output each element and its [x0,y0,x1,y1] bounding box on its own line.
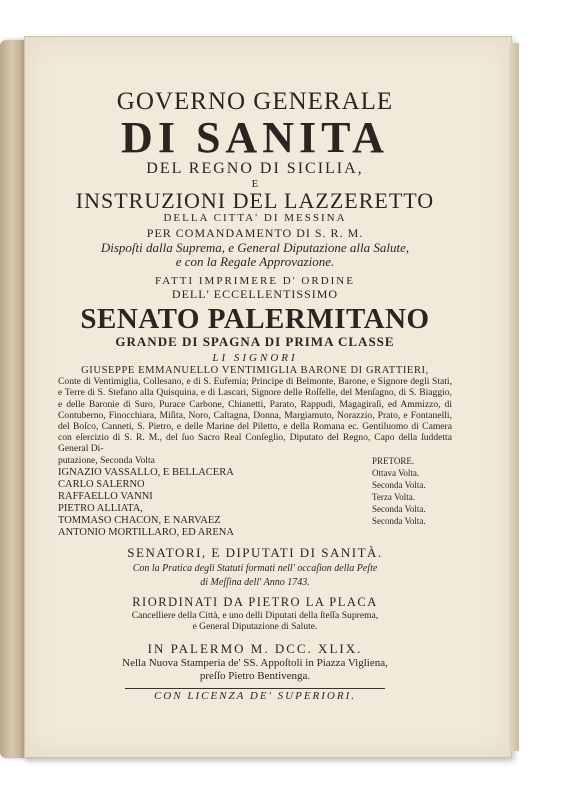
title-page-text [58,84,452,702]
pretore-name: GIUSEPPE EMMANUELLO VENTIMIGLIA BARONE DI GRATTIERI, [81,365,429,376]
heading-regno: DEL REGNO DI SICILIA, [146,160,364,177]
heading-messina: DELLA CITTA' DI MESSINA [163,212,347,224]
imprint-bentivenga: preſſo Pietro Bentivenga. [199,669,311,682]
body-paragraph [58,365,452,455]
anno-line: di Meſſina dell' Anno 1743. [200,576,310,588]
pratica-line: Con la Pratica degli Statuti formati nell' occaſion della Peſte [132,562,378,574]
riordinati-line: RIORDINATI DA PIETRO LA PLACA [132,594,378,609]
senator-row: TOMMASO CHACON, E NARVAEZ Seconda Volta. [58,514,426,526]
imprint-printer: Nella Nuova Stamperia de' SS. Appoſtoli in Piazza Vigliena, [122,656,388,669]
senatori-line: SENATORI, E DIPUTATI DI SANITÀ. [127,544,383,560]
senator-row: RAFFAELLO VANNI Terza Volta. [58,490,416,502]
cancelliere-line: Cancelliere della Città, e uno delli Diputati della ſteſſa Suprema, [131,609,379,621]
senator-row: IGNAZIO VASSALLO, E BELLACERA Ottava Volta. [58,466,420,478]
heading-di-sanita: DI SANITA [121,113,389,162]
senator-row: putazione, Seconda Volta PRETORE. [58,454,415,466]
divider-rule [125,688,385,689]
comandamento-line: PER COMANDAMENTO DI S. R. M. [146,226,364,240]
senator-row: CARLO SALERNO Seconda Volta. [58,478,426,490]
body-text: Conte di Ventimiglia, Collesano, e di S. Eufemia; Principe di Belmonte, Barone, e Signore degli Stati, e Terre di S. Stefano alla Quisquina, e di Lascari, Signore delle Roſſelle, del Menſagno, di S. Biaggio, e delle Baronie di Suro, Purace Carbone, Chianetti, Parato, Rappudi, Magagiraſi, ed Ammizzo, di Contuberno, Finocchiara, Miſita, Noro, Caſtagna, Donna, Margiamuto, Norazzio, Prato, e Fontanelli, del Boſco, Canneti, S. Pietro, e delle Marine del Piletto, e della Romana ec. Gentiluomo di Camera con eſercizio di S. R. M., del ſuo Sacro Real Conſeglio, Diputato del Regno, Capo della ſuddetta General Di- [58,376,452,455]
heading-instruzioni: INSTRUZIONI DEL LAZZERETTO [75,188,435,213]
diputazione-line: e General Diputazione di Salute. [192,620,318,632]
conjunction-e: E [251,178,259,190]
page-edges [509,43,519,751]
senators-list [58,455,452,539]
senator-row: ANTONIO MORTILLARO, ED ARENA [58,526,234,538]
disposti-line: Dispoſti dalla Suprema, e General Diputazione alla Salute, [100,240,410,255]
heading-senato: SENATO PALERMITANO [80,303,430,335]
li-signori-line: LI SIGNORI [212,352,298,364]
grande-di-spagna-line: GRANDE DI SPAGNA DI PRIMA CLASSE [115,334,395,349]
imprint-place-date: IN PALERMO M. DCC. XLIX. [147,640,363,656]
fatti-imprimere-line: FATTI IMPRIMERE D' ORDINE [155,275,355,287]
senator-row: PIETRO ALLIATA, Seconda Volta. [58,502,426,514]
eccellentissimo-line: DELL' ECCELLENTISSIMO [171,287,339,301]
approvazione-line: e con la Regale Approvazione. [175,254,335,269]
heading-governo: GOVERNO GENERALE [116,88,394,115]
licenza-line: CON LICENZA DE' SUPERIORI. [153,689,357,702]
